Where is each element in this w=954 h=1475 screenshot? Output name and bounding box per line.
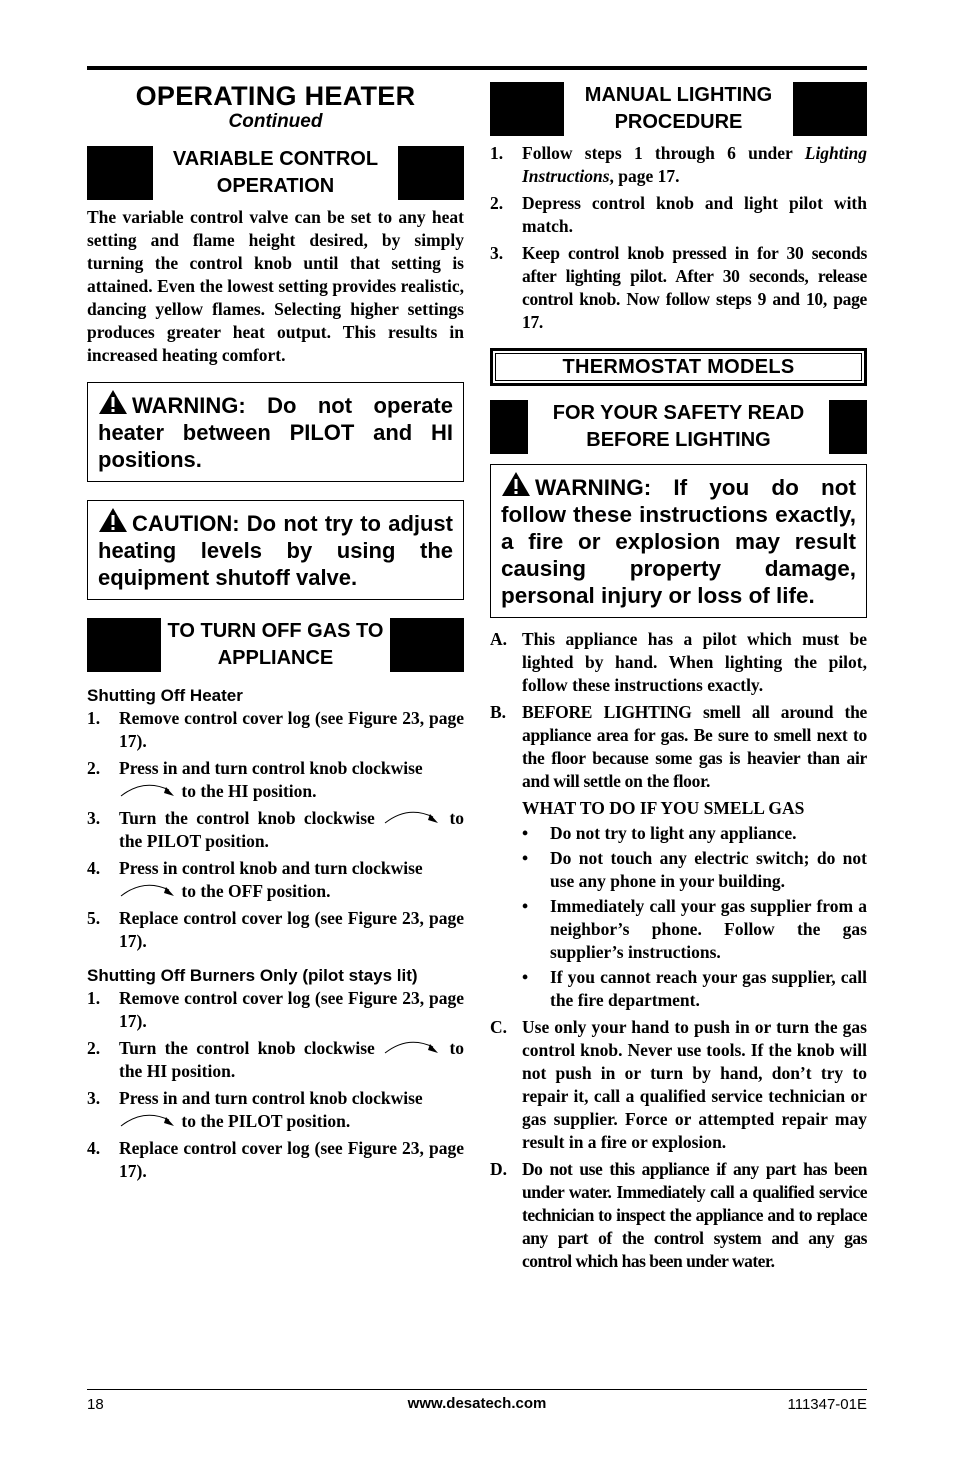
- document-number: 111347-01E: [787, 1396, 867, 1413]
- list-item: 3. Press in and turn control knob clockwise to the PILOT position.: [87, 1088, 423, 1131]
- top-rule: [87, 66, 867, 70]
- list-item: C. Use only your hand to push in or turn the gas control knob. Never use tools. If the knob will not push in or turn by hand, don’t try to repair it, call a qualified service technician or gas supplier. Force or attempted repair may result in a fire or explosion.: [490, 1017, 867, 1152]
- manual-lighting-heading: MANUAL LIGHTING PROCEDURE: [490, 82, 867, 136]
- left-column: [87, 78, 464, 1187]
- safety-list-continued: [490, 1016, 867, 1273]
- clockwise-arrow-icon: [119, 780, 177, 800]
- list-item: 2. Depress control knob and light pilot with match.: [490, 193, 867, 236]
- warning-triangle-icon: [98, 389, 128, 415]
- website-link[interactable]: www.desatech.com: [407, 1395, 547, 1412]
- warning-box-fire-explosion: WARNING: If you do not follow these instructions exactly, a fire or explosion may result causing property damage, personal injury or loss of life.: [490, 464, 867, 618]
- warning-box-pilot-hi: WARNING: Do not operate heater between PILOT and HI positions.: [87, 382, 464, 482]
- clockwise-arrow-icon: [383, 1037, 441, 1057]
- shutting-off-burners-title: Shutting Off Burners Only (pilot stays lit): [87, 966, 418, 985]
- warning-triangle-icon: [501, 471, 531, 497]
- list-item: • Do not try to light any appliance.: [522, 823, 797, 843]
- what-to-do-heading: WHAT TO DO IF YOU SMELL GAS: [522, 798, 805, 818]
- smell-gas-bullets: [522, 822, 867, 1012]
- list-item: 5. Replace control cover log (see Figure 23, page 17).: [87, 908, 464, 951]
- variable-control-body: The variable control valve can be set to any heat setting and flame height desired, by simply turning the control knob until that setting is attained. Even the lowest setting provides realistic, dancing yellow flames. Selecting higher settings produces greater heat output. This results in increased heating comfort.: [87, 207, 464, 365]
- list-item: • Immediately call your gas supplier from a neighbor’s phone. Follow the gas supplier’s instructions.: [522, 896, 867, 962]
- clockwise-arrow-icon: [119, 880, 177, 900]
- warning-triangle-icon: [98, 507, 128, 533]
- manual-lighting-list: [490, 142, 867, 334]
- footer-rule: [87, 1389, 867, 1390]
- list-item: 4. Replace control cover log (see Figure 23, page 17).: [87, 1138, 464, 1181]
- list-item: 1. Remove control cover log (see Figure 23, page 17).: [87, 988, 464, 1031]
- list-item: 2. Turn the control knob clockwise to the HI position.: [87, 1038, 465, 1081]
- right-column: [490, 78, 867, 1277]
- list-item: • Do not touch any electric switch; do not use any phone in your building.: [522, 848, 867, 891]
- list-item: • If you cannot reach your gas supplier, call the fire department.: [522, 967, 867, 1010]
- page-subtitle: Continued: [228, 111, 323, 132]
- shutting-off-heater-title: Shutting Off Heater: [87, 686, 243, 705]
- variable-control-heading: VARIABLE CONTROL OPERATION: [87, 146, 464, 200]
- page-number: 18: [87, 1396, 104, 1413]
- turn-off-gas-heading: TO TURN OFF GAS TO APPLIANCE: [87, 618, 464, 672]
- list-item: 2. Press in and turn control knob clockwise to the HI position.: [87, 758, 423, 801]
- caution-box-shutoff-valve: CAUTION: Do not try to adjust heating levels by using the equipment shutoff valve.: [87, 500, 464, 600]
- safety-list: [490, 628, 867, 820]
- shutting-off-burners-list: [87, 987, 464, 1183]
- list-item: D. Do not use this appliance if any part has been under water. Immediately call a qualified service technician to inspect the appliance and to replace any part of the control system and any gas control which has been under water.: [490, 1159, 867, 1271]
- list-item: 1. Remove control cover log (see Figure 23, page 17).: [87, 708, 464, 751]
- list-item: 3. Turn the control knob clockwise to the PILOT position.: [87, 808, 465, 851]
- page-title: OPERATING HEATER: [135, 81, 416, 111]
- clockwise-arrow-icon: [119, 1110, 177, 1130]
- list-item: 1. Follow steps 1 through 6 under Lighting Instructions, page 17.: [490, 143, 867, 186]
- clockwise-arrow-icon: [383, 807, 441, 827]
- list-item: A. This appliance has a pilot which must be lighted by hand. When lighting the pilot, follow these instructions exactly.: [490, 629, 867, 695]
- shutting-off-heater-list: [87, 707, 464, 953]
- safety-heading: FOR YOUR SAFETY READ BEFORE LIGHTING: [490, 400, 867, 454]
- list-item: 4. Press in control knob and turn clockwise to the OFF position.: [87, 858, 423, 901]
- list-item: B. BEFORE LIGHTING smell all around the appliance area for gas. Be sure to smell next to the floor because some gas is heavier than air and will settle on the floor. WHAT TO DO IF YOU SMELL GAS: [490, 702, 867, 818]
- thermostat-models-heading: THERMOSTAT MODELS: [490, 348, 867, 386]
- list-item: 3. Keep control knob pressed in for 30 seconds after lighting pilot. After 30 seconds, release control knob. Now follow steps 9 and 10, page 17.: [490, 243, 867, 332]
